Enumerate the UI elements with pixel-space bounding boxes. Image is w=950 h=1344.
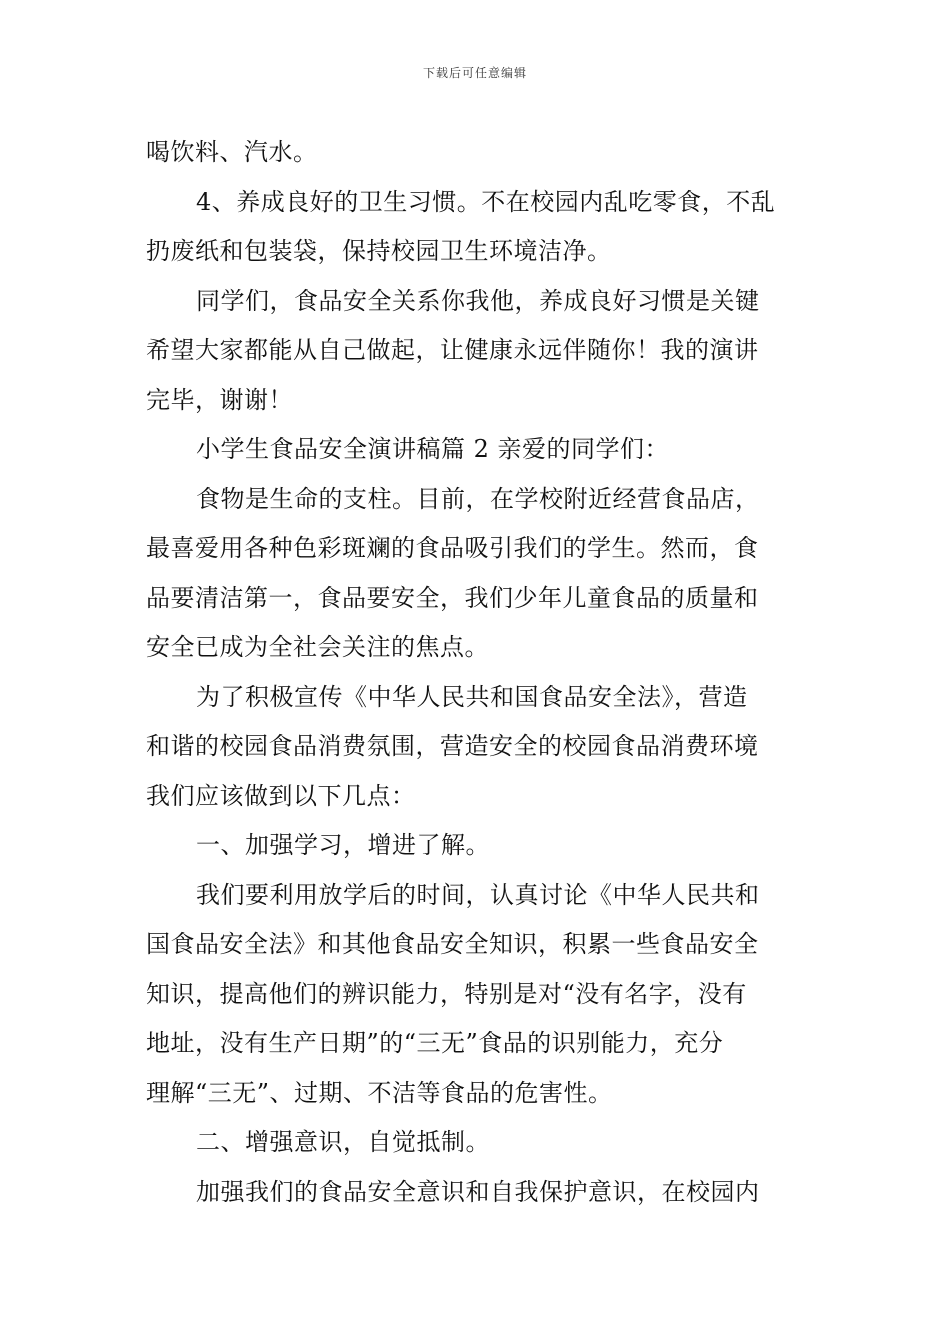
text-line: 扔废纸和包装袋，保持校园卫生环境洁净。: [146, 237, 612, 265]
document-body: [146, 128, 806, 1217]
text-line: 理解“三无”、过期、不洁等食品的危害性。: [146, 1078, 613, 1107]
text-line: 二、增强意识，自觉抵制。: [196, 1128, 490, 1156]
text-line: 品要清洁第一，食品要安全，我们少年儿童食品的质量和: [146, 583, 759, 612]
text-line: 一、加强学习，增进了解。: [196, 831, 490, 859]
text-line: 同学们，食品安全关系你我他，养成良好习惯是关键: [196, 286, 760, 315]
text-line: 完毕，谢谢！: [146, 385, 293, 414]
text-line: 加强我们的食品安全意识和自我保护意识，在校园内: [196, 1177, 760, 1206]
text-line: 为了积极宣传《中华人民共和国食品安全法》，营造: [196, 682, 748, 711]
text-line: 小学生食品安全演讲稿篇 2 亲爱的同学们：: [196, 435, 670, 463]
text-line: 希望大家都能从自己做起，让健康永远伴随你！我的演讲: [146, 336, 759, 364]
text-line: 安全已成为全社会关注的焦点。: [146, 633, 489, 661]
text-line: 4、养成良好的卫生习惯。不在校园内乱吃零食，不乱: [196, 187, 776, 216]
text-line: 食物是生命的支柱。目前，在学校附近经营食品店，: [196, 484, 760, 513]
page-header: 下载后可任意编辑: [422, 66, 527, 80]
text-line: 我们要利用放学后的时间，认真讨论《中华人民共和: [196, 880, 760, 909]
text-line: 和谐的校园食品消费氛围，营造安全的校园食品消费环境: [146, 732, 759, 760]
text-line: 地址，没有生产日期”的“三无”食品的识别能力，充分: [146, 1029, 724, 1057]
text-line: 最喜爱用各种色彩斑斓的食品吸引我们的学生。然而，食: [146, 534, 759, 562]
text-line: 我们应该做到以下几点：: [146, 781, 416, 810]
text-line: 国食品安全法》和其他食品安全知识，积累一些食品安全: [146, 930, 759, 958]
text-line: 喝饮料、汽水。: [146, 138, 318, 166]
text-line: 知识，提高他们的辨识能力，特别是对“没有名字，没有: [146, 979, 747, 1008]
